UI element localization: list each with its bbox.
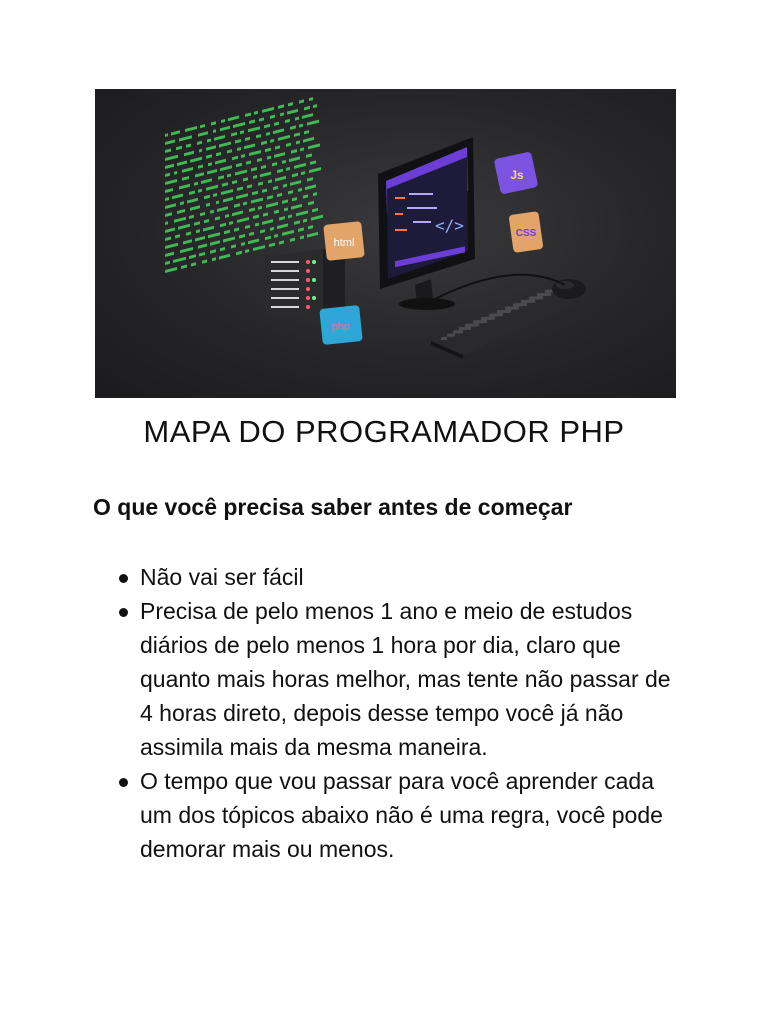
bullet-icon xyxy=(119,574,128,583)
bullet-icon xyxy=(119,778,128,787)
list-item xyxy=(114,764,674,866)
css-badge-icon xyxy=(509,211,544,253)
list-item-text: O tempo que vou passar para você aprender cada um dos tópicos abaixo não é uma regra, você pode demorar mais ou menos. xyxy=(140,768,663,862)
js-badge-label: Js xyxy=(510,168,524,182)
section-heading: O que você precisa saber antes de começar xyxy=(93,494,573,520)
hero-illustration xyxy=(95,89,676,398)
php-badge-icon xyxy=(319,305,363,345)
list-item-text: Não vai ser fácil xyxy=(140,564,304,590)
svg-text:</>: </> xyxy=(435,216,464,235)
monitor-icon xyxy=(378,137,475,310)
code-panel xyxy=(165,95,323,273)
html-badge-icon xyxy=(323,221,365,261)
page-title: MAPA DO PROGRAMADOR PHP xyxy=(143,414,625,449)
list-item-text: Precisa de pelo menos 1 ano e meio de estudos diários de pelo menos 1 hora por dia, claro que quanto mais horas melhor, mas tente não passar de 4 horas direto, depois desse tempo você já não assimila mais da mesma maneira. xyxy=(140,598,671,760)
bullet-icon xyxy=(119,608,128,617)
js-badge-icon xyxy=(494,151,539,194)
requirements-list xyxy=(114,560,674,866)
php-badge-label: php xyxy=(331,321,351,333)
list-item xyxy=(114,560,674,594)
list-item xyxy=(114,594,674,764)
html-badge-label: html xyxy=(333,237,355,249)
css-badge-label: CSS xyxy=(515,228,537,239)
